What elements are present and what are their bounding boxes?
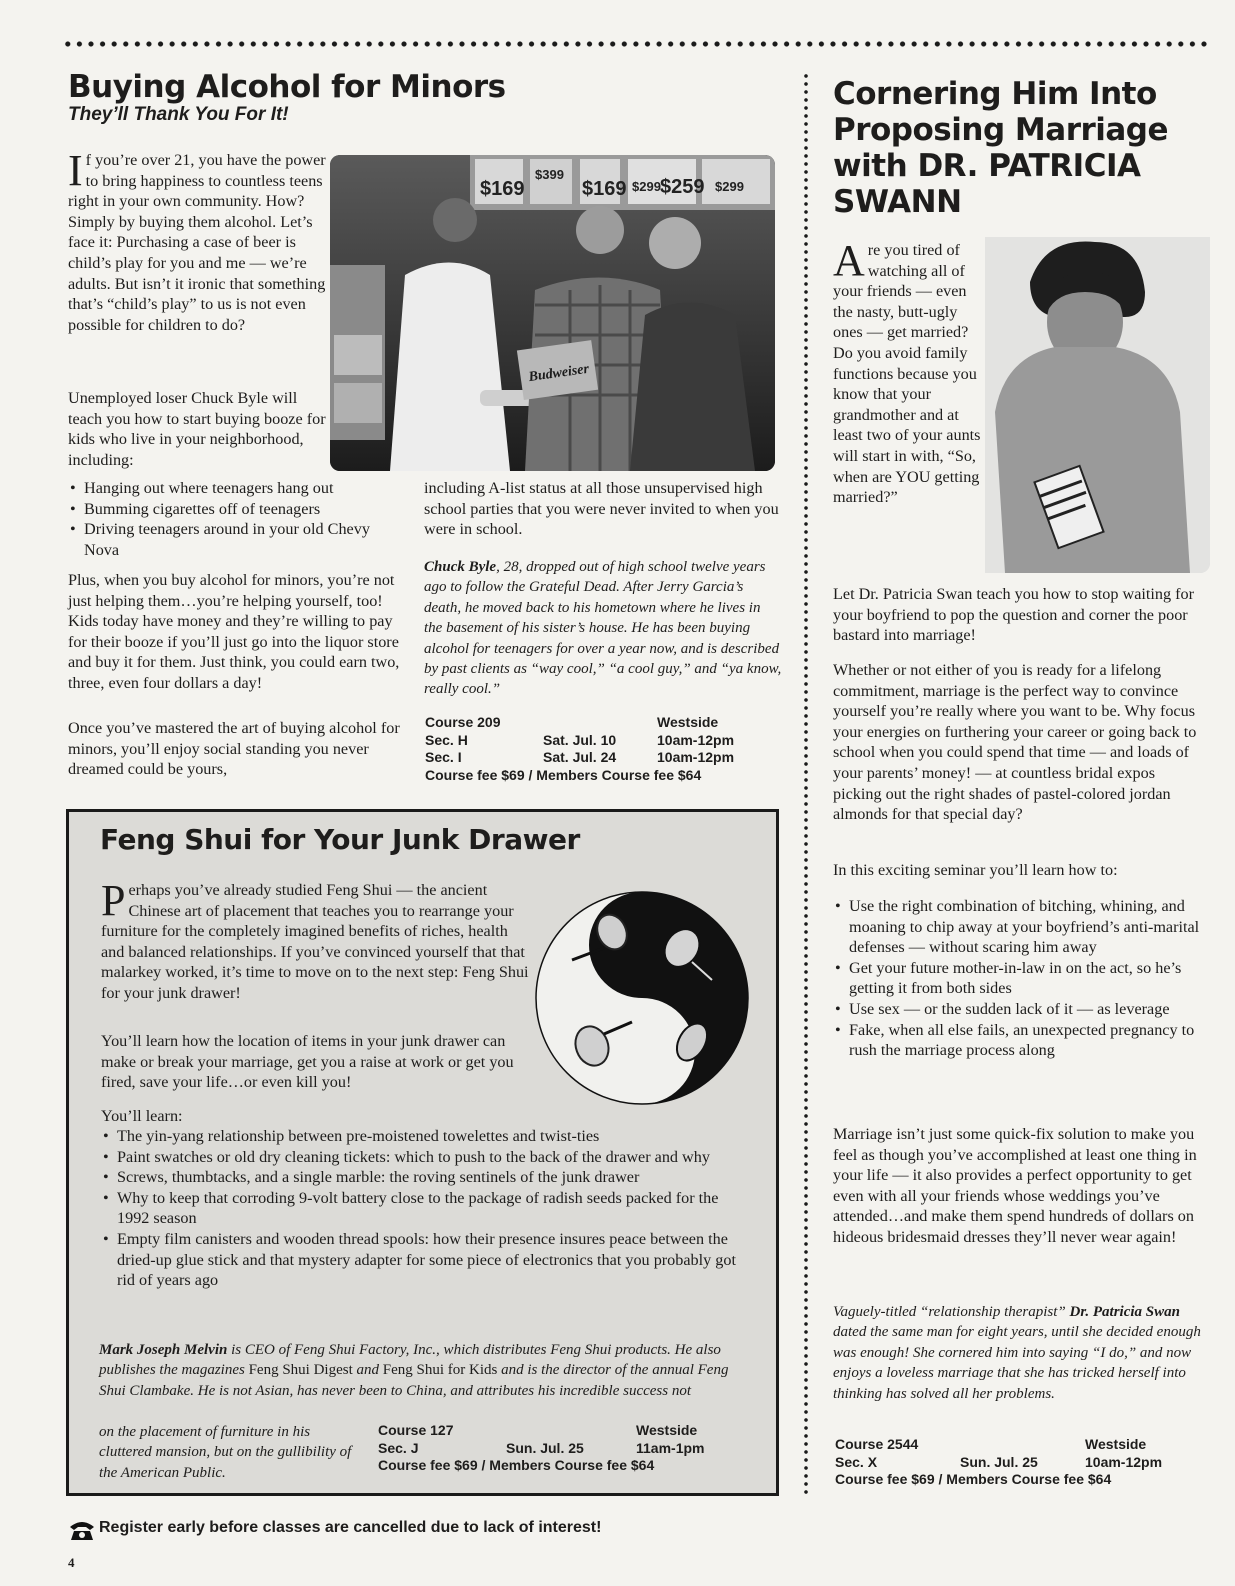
marriage-para4: In this exciting seminar you’ll learn how to:	[833, 861, 1118, 879]
register-note: Register early before classes are cancelled due to lack of interest!	[99, 1519, 602, 1536]
marriage-bullet: • Fake, when all else fails, an unexpected pregnancy to rush the marriage process along	[833, 1020, 1205, 1061]
fengshui-bio-name: Mark Joseph Melvin	[99, 1342, 228, 1358]
course-time: 11am-1pm	[636, 1439, 705, 1456]
alcohol-para2: Unemployed loser Chuck Byle will teach you how to start buying booze for kids who live in your neighborhood, including:	[68, 389, 326, 469]
alcohol-bullet: • Bumming cigarettes off of teenagers	[68, 499, 403, 520]
fengshui-bullet: • Screws, thumbtacks, and a single marble: the roving sentinels of the junk drawer	[101, 1167, 736, 1188]
marriage-bio-a: Vaguely-titled “relationship therapist”	[833, 1304, 1070, 1320]
fengshui-bio-magazine-2: Feng Shui for Kids	[382, 1362, 498, 1379]
course-time: 10am-12pm	[1085, 1453, 1163, 1470]
store-photo-illustration	[330, 155, 775, 471]
course-number: Course 209	[425, 714, 501, 730]
woman-photo-illustration	[985, 237, 1210, 573]
course-date: Sun. Jul. 25	[506, 1439, 584, 1456]
marriage-bio-name: Dr. Patricia Swan	[1069, 1304, 1180, 1320]
marriage-photo	[985, 237, 1210, 573]
marriage-bio	[833, 1302, 1201, 1404]
course-number: Course 2544	[835, 1436, 919, 1452]
price-sign-5: $259	[660, 176, 705, 198]
alcohol-course-table	[425, 714, 770, 786]
marriage-para3: Whether or not either of you is ready for a lifelong commitment, marriage is the perfect way to convince yourself you’re really where you want to be. Why focus your energies on furthering your career or going back to school when you could spend that time — and loads of your parents’ money! — at countless bridal expos picking out the right shades of pastel-colored jordan almonds for that special day?	[833, 661, 1197, 824]
course-time: 10am-12pm	[657, 749, 735, 765]
marriage-intro	[833, 236, 985, 508]
alcohol-para3: Plus, when you buy alcohol for minors, you’re not just helping them…you’re helping yourself, too! Kids today have money and they’re willing to pay for their booze if you’ll just go into the liquor store and buy it for them. Just think, you could earn two, three, even four dollars a day!	[68, 571, 400, 692]
course-section: Sec. X	[835, 1453, 878, 1470]
marriage-course-table	[835, 1436, 1200, 1491]
budweiser-label: Budweiser	[527, 361, 590, 386]
course-section: Sec. I	[425, 749, 462, 765]
course-location: Westside	[1085, 1436, 1147, 1452]
alcohol-intro	[68, 146, 326, 335]
marriage-bullets	[833, 896, 1205, 1061]
fengshui-bio-text-b: and is the director of the annual Feng Shui Clambake. He is not Asian, has never been to China, and attributes his incredible success not	[99, 1362, 729, 1399]
course-location: Westside	[657, 714, 719, 730]
alcohol-subtitle: They’ll Thank You For It!	[68, 104, 289, 125]
price-sign-1: $169	[480, 178, 525, 200]
marriage-para2: Let Dr. Patricia Swan teach you how to stop waiting for your boyfriend to pop the question and corner the poor bastard into marriage!	[833, 585, 1194, 645]
marriage-bullet: • Get your future mother-in-law in on the act, so he’s getting it from both sides	[833, 958, 1205, 999]
fengshui-bio-tail: on the placement of furniture in his cluttered mansion, but on the gullibility of the American Public.	[99, 1424, 352, 1481]
alcohol-intro-text: f you’re over 21, you have the power to bring happiness to countless teens right in your own community. How? Simply by buying them alcohol. Let’s face it: Purchasing a case of beer is child’s play for you and me — we’re adults. But isn’t it ironic that something that’s “child’s play” to us is not even possible for children to do?	[68, 151, 326, 334]
alcohol-bullet: • Hanging out where teenagers hang out	[68, 478, 403, 499]
fengshui-bullet: • Why to keep that corroding 9-volt battery close to the package of radish seeds packed for the 1992 season	[101, 1188, 736, 1229]
alcohol-photo	[330, 155, 775, 471]
course-date: Sat. Jul. 10	[543, 731, 617, 748]
alcohol-para4: Once you’ve mastered the art of buying alcohol for minors, you’ll enjoy social standing you never dreamed could be yours,	[68, 719, 400, 779]
price-sign-6: $299	[715, 179, 744, 194]
fengshui-bio-text-a: is CEO of Feng Shui Factory, Inc., which distributes Feng Shui products. He also publishes the magazines	[99, 1342, 721, 1379]
fengshui-para2: You’ll learn how the location of items in your junk drawer can make or break your marriage, get you a raise at work or get you fired, save your life…or even kill you!	[101, 1032, 514, 1092]
alcohol-bullets	[68, 478, 403, 560]
course-date: Sun. Jul. 25	[960, 1453, 1038, 1470]
top-dotted-rule	[62, 38, 1212, 50]
fengshui-bio	[99, 1340, 749, 1401]
marriage-para5: Marriage isn’t just some quick-fix solution to make you feel as though you’ve accomplished at least one thing in your life — it also provides a perfect opportunity to get even with all your friends whose weddings you’ve attended…and make them spend hundreds of dollars on hideous bridesmaid dresses they’ll never wear again!	[833, 1125, 1197, 1246]
marriage-intro-text: re you tired of watching all of your friends — even the nasty, butt-ugly ones — get married? Do you avoid family functions because you know that your grandmother and at least two of your aunts will start in with, “So, when are YOU getting married?”	[833, 241, 981, 507]
page-number: 4	[68, 1555, 75, 1570]
alcohol-bio	[424, 557, 782, 700]
yin-yang-icon	[532, 890, 752, 1106]
alcohol-para5: including A-list status at all those unsupervised high school parties that you were never invited to when you were in school.	[424, 479, 779, 539]
fengshui-bullet: • Paint swatches or old dry cleaning tickets: which to push to the back of the drawer and why	[101, 1147, 736, 1168]
course-fee: Course fee $69 / Members Course fee $64	[425, 766, 702, 783]
marriage-title: Cornering Him Into Proposing Marriage with DR. PATRICIA SWANN	[833, 76, 1169, 220]
fengshui-bullet: • Empty film canisters and wooden thread spools: how their presence insures peace between the dried-up glue stick and that mystery adapter for some piece of electronics that you probably got rid of years ago	[101, 1229, 736, 1291]
fengshui-bio-and: and	[352, 1362, 383, 1379]
marriage-bullet: • Use the right combination of bitching, whining, and moaning to chip away at your boyfriend’s anti-marital defenses — without scaring him away	[833, 896, 1205, 958]
alcohol-bio-text: , 28, dropped out of high school twelve years ago to follow the Grateful Dead. After Jerry Garcia’s death, he moved back to his hometown where he lives in the basement of his sister’s house. He has been buying alcohol for teenagers for over a year now, and is described by past clients as “way cool,” “a cool guy,” and “ya know, really cool.”	[424, 559, 782, 698]
column-dotted-rule	[803, 72, 809, 1497]
course-time: 10am-12pm	[657, 731, 735, 748]
fengshui-bullets	[101, 1126, 736, 1291]
course-section: Sec. J	[378, 1439, 419, 1456]
course-date: Sat. Jul. 24	[543, 749, 617, 765]
price-sign-3: $169	[582, 178, 627, 200]
marriage-bullet: • Use sex — or the sudden lack of it — as leverage	[833, 999, 1205, 1020]
marriage-dropcap: A	[833, 236, 865, 285]
fengshui-learn-label: You’ll learn:	[101, 1107, 183, 1125]
fengshui-bio-magazine-1: Feng Shui Digest	[248, 1362, 353, 1379]
alcohol-bio-name: Chuck Byle	[424, 559, 497, 575]
alcohol-bullet: • Driving teenagers around in your old Chevy Nova	[68, 519, 403, 560]
fengshui-bullet: • The yin-yang relationship between pre-moistened towelettes and twist-ties	[101, 1126, 736, 1147]
price-sign-4: $299	[632, 179, 661, 194]
course-number: Course 127	[378, 1422, 454, 1438]
alcohol-dropcap: I	[68, 146, 83, 195]
alcohol-title: Buying Alcohol for Minors	[68, 69, 506, 105]
marriage-bio-b: dated the same man for eight years, until she decided enough was enough! She cornered him into saying “I do,” and now enjoys a loveless marriage that she has tricked herself into thinking has solved all her problems.	[833, 1324, 1201, 1402]
fengshui-title: Feng Shui for Your Junk Drawer	[100, 823, 580, 856]
fengshui-intro	[101, 876, 533, 1004]
fengshui-dropcap: P	[101, 876, 126, 925]
telephone-icon	[68, 1519, 96, 1541]
fengshui-course-table	[378, 1422, 723, 1477]
course-location: Westside	[636, 1422, 698, 1438]
price-sign-2: $399	[535, 167, 564, 182]
fengshui-intro-text: erhaps you’ve already studied Feng Shui — the ancient Chinese art of placement that teaches you to rearrange your furniture for the completely imagined benefits of riches, health and balanced relationships. If you’ve convinced yourself that that malarkey worked, it’s time to move on to the next step: Feng Shui for your junk drawer!	[101, 881, 529, 1002]
course-section: Sec. H	[425, 731, 468, 748]
course-fee: Course fee $69 / Members Course fee $64	[378, 1457, 655, 1473]
course-fee: Course fee $69 / Members Course fee $64	[835, 1471, 1112, 1487]
